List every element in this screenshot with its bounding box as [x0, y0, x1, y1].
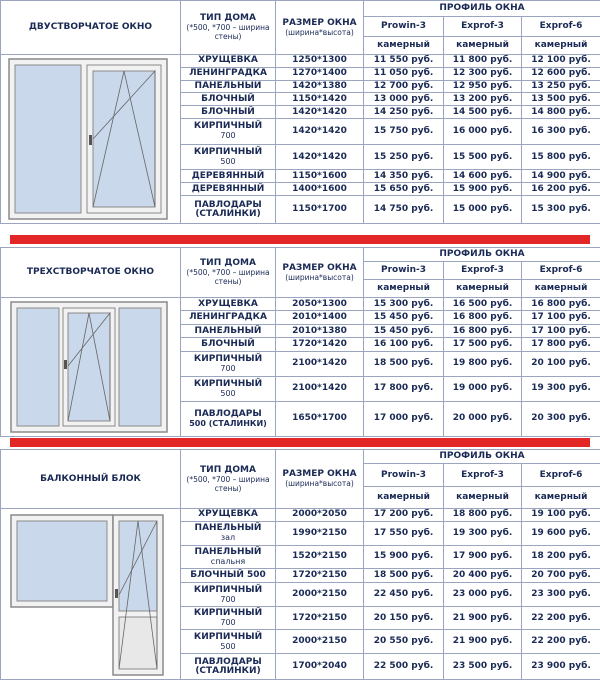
size-note: (ширина*высота) [285, 272, 354, 282]
price-cell: 14 350 руб. [364, 170, 444, 183]
size-cell: 1720*2150 [276, 606, 364, 630]
price-cell: 20 000 руб. [444, 401, 522, 436]
table-row [1, 298, 600, 311]
house-type-name: ПАВЛОДАРЫ [194, 408, 262, 419]
price-cell: 17 000 руб. [364, 401, 444, 436]
price-cell: 15 800 руб. [522, 144, 600, 170]
size-cell: 2000*2050 [276, 509, 364, 522]
price-cell: 23 900 руб. [522, 654, 600, 680]
price-cell: 15 300 руб. [522, 196, 600, 224]
size-header [276, 1, 364, 55]
house-type-header [181, 248, 276, 298]
section-divider [10, 235, 590, 244]
house-type-name: ПАВЛОДАРЫ [194, 199, 262, 210]
size-cell: 1420*1380 [276, 80, 364, 93]
house-type-note: (*500, *700 – ширина стены) [186, 23, 270, 41]
price-cell: 16 800 руб. [444, 324, 522, 337]
size-cell: 1400*1600 [276, 183, 364, 196]
price-cell: 15 450 руб. [364, 324, 444, 337]
house-type-cell [181, 144, 276, 170]
price-cell: 22 200 руб. [522, 630, 600, 654]
price-cell: 16 000 руб. [444, 119, 522, 145]
price-cell: 18 500 руб. [364, 351, 444, 376]
profile-name: Prowin-3 [364, 262, 444, 280]
section-title: БАЛКОННЫЙ БЛОК [1, 450, 181, 509]
profile-header: ПРОФИЛЬ ОКНА [364, 1, 600, 17]
house-type-cell: ПАНЕЛЬНЫЙ [181, 324, 276, 337]
house-type-detail: 500 [220, 641, 236, 651]
house-type-cell [181, 545, 276, 569]
price-table [0, 247, 600, 437]
house-type-label: ТИП ДОМА [200, 13, 256, 23]
price-cell: 22 450 руб. [364, 583, 444, 607]
house-type-label: ТИП ДОМА [200, 464, 256, 475]
price-cell: 20 150 руб. [364, 606, 444, 630]
profile-note: камерный [522, 280, 600, 298]
profile-note: камерный [364, 37, 444, 55]
profile-note: камерный [522, 487, 600, 509]
profile-header: ПРОФИЛЬ ОКНА [364, 450, 600, 464]
size-cell: 1700*2040 [276, 654, 364, 680]
price-cell: 15 000 руб. [444, 196, 522, 224]
profile-note: камерный [364, 280, 444, 298]
price-cell: 11 050 руб. [364, 67, 444, 80]
size-cell: 1150*1600 [276, 170, 364, 183]
profile-name: Prowin-3 [364, 464, 444, 487]
price-table [0, 0, 600, 224]
section-title: ТРЕХСТВОРЧАТОЕ ОКНО [1, 248, 181, 298]
price-cell: 23 300 руб. [522, 583, 600, 607]
house-type-cell: ДЕРЕВЯННЫЙ [181, 183, 276, 196]
size-cell: 2010*1380 [276, 324, 364, 337]
house-type-detail: зал [220, 533, 236, 543]
price-cell: 16 200 руб. [522, 183, 600, 196]
house-type-cell [181, 630, 276, 654]
size-header [276, 248, 364, 298]
price-cell: 12 700 руб. [364, 80, 444, 93]
section-balcony-block [0, 449, 600, 685]
price-cell: 21 900 руб. [444, 630, 522, 654]
price-cell: 13 000 руб. [364, 93, 444, 106]
house-type-cell: БЛОЧНЫЙ [181, 93, 276, 106]
price-cell: 22 200 руб. [522, 606, 600, 630]
house-type-name: КИРПИЧНЫЙ [193, 608, 263, 619]
house-type-name: КИРПИЧНЫЙ [193, 147, 263, 158]
house-type-detail: спальня [210, 556, 246, 566]
price-cell: 14 800 руб. [522, 106, 600, 119]
house-type-name: ПАВЛОДАРЫ [194, 656, 262, 667]
price-cell: 19 100 руб. [522, 509, 600, 522]
price-cell: 23 000 руб. [444, 583, 522, 607]
price-table [0, 449, 600, 680]
house-type-name: ПАНЕЛЬНЫЙ [194, 546, 262, 557]
price-cell: 17 800 руб. [522, 338, 600, 351]
house-type-detail: (СТАЛИНКИ) [195, 208, 261, 219]
price-cell: 14 900 руб. [522, 170, 600, 183]
price-cell: 18 200 руб. [522, 545, 600, 569]
price-cell: 17 900 руб. [444, 545, 522, 569]
price-cell: 13 200 руб. [444, 93, 522, 106]
profile-note: камерный [522, 37, 600, 55]
house-type-detail: 700 [220, 618, 236, 628]
house-type-cell [181, 119, 276, 145]
price-cell: 15 900 руб. [444, 183, 522, 196]
house-type-cell: БЛОЧНЫЙ 500 [181, 569, 276, 583]
house-type-detail: 500 [220, 388, 236, 398]
price-cell: 17 100 руб. [522, 324, 600, 337]
size-cell: 1420*1420 [276, 119, 364, 145]
price-cell: 14 750 руб. [364, 196, 444, 224]
size-cell: 2000*2150 [276, 630, 364, 654]
size-header [276, 450, 364, 509]
size-cell: 1150*1420 [276, 93, 364, 106]
house-type-label: ТИП ДОМА [200, 258, 256, 268]
profile-name: Exprof-3 [444, 464, 522, 487]
house-type-cell: ХРУЩЕВКА [181, 298, 276, 311]
price-cell: 17 500 руб. [444, 338, 522, 351]
size-note: (ширина*высота) [285, 479, 354, 488]
size-cell: 1720*1420 [276, 338, 364, 351]
house-type-detail: 700 [220, 131, 236, 141]
house-type-cell: БЛОЧНЫЙ [181, 106, 276, 119]
section-triple-window [0, 247, 600, 437]
profile-name: Exprof-6 [522, 464, 600, 487]
profile-name: Exprof-3 [444, 17, 522, 37]
price-cell: 16 300 руб. [522, 119, 600, 145]
price-cell: 19 000 руб. [444, 376, 522, 401]
price-cell: 11 550 руб. [364, 55, 444, 68]
price-cell: 15 500 руб. [444, 144, 522, 170]
profile-name: Exprof-6 [522, 262, 600, 280]
price-cell: 21 900 руб. [444, 606, 522, 630]
house-type-detail: 500 (СТАЛИНКИ) [189, 418, 267, 428]
size-cell: 1270*1400 [276, 67, 364, 80]
house-type-name: КИРПИЧНЫЙ [193, 121, 263, 132]
price-cell: 17 550 руб. [364, 521, 444, 545]
price-cell: 19 800 руб. [444, 351, 522, 376]
size-cell: 1650*1700 [276, 401, 364, 436]
house-type-cell [181, 654, 276, 680]
size-cell: 1420*1420 [276, 144, 364, 170]
profile-name: Exprof-3 [444, 262, 522, 280]
price-cell: 20 550 руб. [364, 630, 444, 654]
house-type-header [181, 450, 276, 509]
price-cell: 16 800 руб. [522, 298, 600, 311]
price-cell: 15 300 руб. [364, 298, 444, 311]
profile-name: Prowin-3 [364, 17, 444, 37]
price-cell: 13 500 руб. [522, 93, 600, 106]
section-double-window [0, 0, 600, 232]
size-cell: 2100*1420 [276, 376, 364, 401]
house-type-name: КИРПИЧНЫЙ [193, 353, 263, 364]
size-cell: 1250*1300 [276, 55, 364, 68]
house-type-cell: ЛЕНИНГРАДКА [181, 67, 276, 80]
price-cell: 12 100 руб. [522, 55, 600, 68]
house-type-note: (*500, *700 – ширина стены) [186, 268, 270, 286]
profile-note: камерный [444, 280, 522, 298]
price-cell: 18 500 руб. [364, 569, 444, 583]
house-type-cell: БЛОЧНЫЙ [181, 338, 276, 351]
price-cell: 19 600 руб. [522, 521, 600, 545]
profile-note: камерный [364, 487, 444, 509]
price-cell: 14 250 руб. [364, 106, 444, 119]
size-cell: 1520*2150 [276, 545, 364, 569]
price-cell: 12 950 руб. [444, 80, 522, 93]
house-type-cell [181, 606, 276, 630]
size-label: РАЗМЕР ОКНА [282, 469, 357, 479]
size-cell: 1990*2150 [276, 521, 364, 545]
price-cell: 15 900 руб. [364, 545, 444, 569]
house-type-cell: ХРУЩЕВКА [181, 55, 276, 68]
house-type-name: КИРПИЧНЫЙ [193, 378, 263, 389]
house-type-cell [181, 376, 276, 401]
price-cell: 18 800 руб. [444, 509, 522, 522]
house-type-cell [181, 521, 276, 545]
size-label: РАЗМЕР ОКНА [282, 17, 357, 28]
price-cell: 15 650 руб. [364, 183, 444, 196]
price-cell: 20 100 руб. [522, 351, 600, 376]
window-illustration [1, 298, 181, 437]
price-cell: 20 400 руб. [444, 569, 522, 583]
house-type-cell [181, 196, 276, 224]
price-cell: 12 300 руб. [444, 67, 522, 80]
price-cell: 20 300 руб. [522, 401, 600, 436]
price-cell: 14 600 руб. [444, 170, 522, 183]
house-type-cell [181, 583, 276, 607]
size-cell: 2000*2150 [276, 583, 364, 607]
price-cell: 19 300 руб. [444, 521, 522, 545]
price-cell: 16 100 руб. [364, 338, 444, 351]
price-cell: 15 750 руб. [364, 119, 444, 145]
size-cell: 1420*1420 [276, 106, 364, 119]
house-type-name: КИРПИЧНЫЙ [193, 584, 263, 595]
house-type-cell: ДЕРЕВЯННЫЙ [181, 170, 276, 183]
house-type-header [181, 1, 276, 55]
house-type-detail: (СТАЛИНКИ) [195, 665, 261, 676]
size-cell: 2050*1300 [276, 298, 364, 311]
price-cell: 17 200 руб. [364, 509, 444, 522]
price-cell: 12 600 руб. [522, 67, 600, 80]
table-row [1, 509, 600, 522]
profile-name: Exprof-6 [522, 17, 600, 37]
price-cell: 23 500 руб. [444, 654, 522, 680]
house-type-detail: 500 [220, 157, 236, 167]
size-label: РАЗМЕР ОКНА [282, 262, 357, 273]
table-row [1, 55, 600, 68]
price-cell: 11 800 руб. [444, 55, 522, 68]
house-type-cell [181, 351, 276, 376]
price-cell: 17 100 руб. [522, 311, 600, 324]
size-cell: 1720*2150 [276, 569, 364, 583]
house-type-detail: 700 [220, 363, 236, 373]
house-type-name: КИРПИЧНЫЙ [193, 631, 263, 642]
price-cell: 16 800 руб. [444, 311, 522, 324]
size-cell: 2100*1420 [276, 351, 364, 376]
price-cell: 22 500 руб. [364, 654, 444, 680]
house-type-cell: ЛЕНИНГРАДКА [181, 311, 276, 324]
triple-window-icon [1, 298, 175, 436]
profile-header: ПРОФИЛЬ ОКНА [364, 248, 600, 262]
size-cell: 2010*1400 [276, 311, 364, 324]
house-type-cell: ХРУЩЕВКА [181, 509, 276, 522]
house-type-cell [181, 401, 276, 436]
balcony-illustration [1, 509, 181, 680]
price-cell: 15 250 руб. [364, 144, 444, 170]
price-cell: 20 700 руб. [522, 569, 600, 583]
price-cell: 14 500 руб. [444, 106, 522, 119]
profile-note: камерный [444, 487, 522, 509]
size-note: (ширина*высота) [285, 27, 354, 37]
house-type-name: ПАНЕЛЬНЫЙ [194, 523, 262, 534]
price-cell: 17 800 руб. [364, 376, 444, 401]
house-type-note: (*500, *700 – ширина стены) [186, 474, 270, 493]
size-cell: 1150*1700 [276, 196, 364, 224]
section-title: ДВУСТВОРЧАТОЕ ОКНО [1, 1, 181, 55]
house-type-cell: ПАНЕЛЬНЫЙ [181, 80, 276, 93]
profile-note: камерный [444, 37, 522, 55]
price-cell: 15 450 руб. [364, 311, 444, 324]
section-divider [10, 438, 590, 447]
price-cell: 19 300 руб. [522, 376, 600, 401]
balcony-block-icon [1, 509, 175, 679]
house-type-detail: 700 [220, 594, 236, 604]
double-window-icon [1, 55, 175, 223]
price-cell: 13 250 руб. [522, 80, 600, 93]
price-cell: 16 500 руб. [444, 298, 522, 311]
window-illustration [1, 55, 181, 224]
